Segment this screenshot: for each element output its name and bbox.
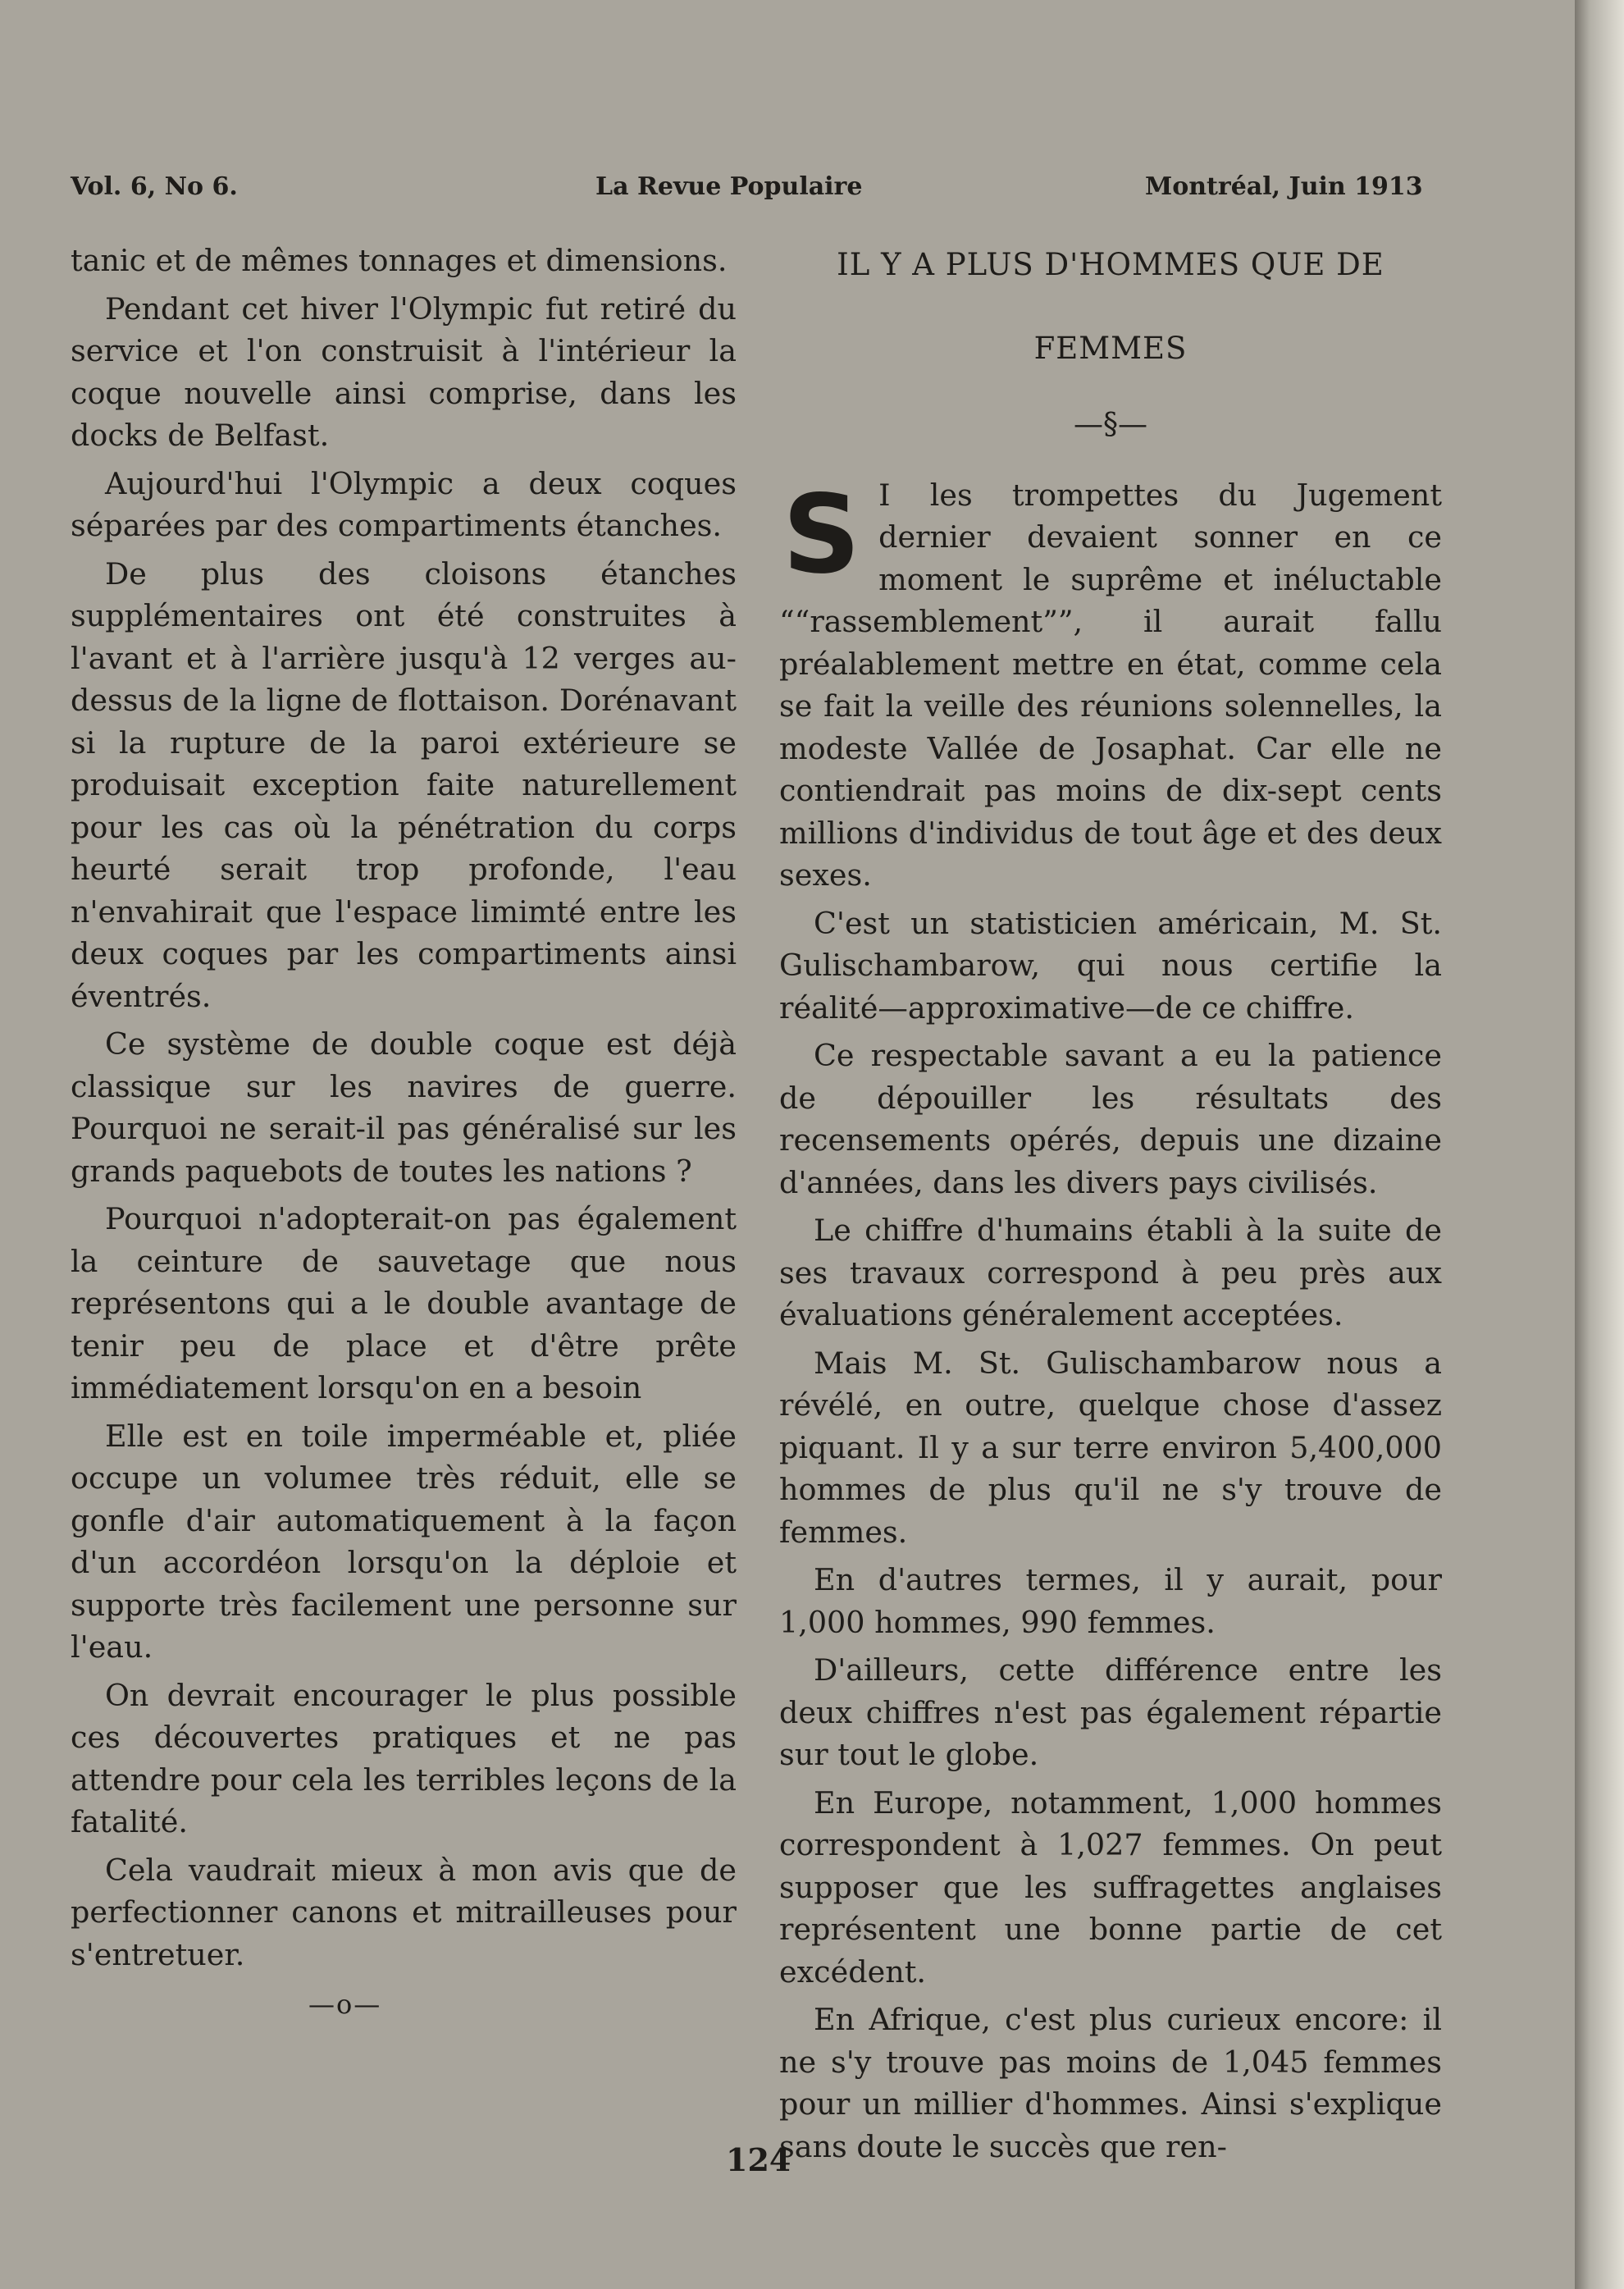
page-number: 124 — [726, 2141, 791, 2178]
paragraph: En Afrique, c'est plus curieux encore: il ne s'y trouve pas moins de 1,045 femmes pour un millier d'hommes. Ainsi s'explique sans doute le succès que ren- — [779, 2002, 1442, 2164]
page-edge — [1575, 0, 1624, 2289]
left-column — [71, 240, 737, 1981]
right-column — [779, 240, 1442, 2173]
paragraph: En d'autres termes, il y aurait, pour 1,000 hommes, 990 femmes. — [779, 1562, 1442, 1640]
drop-cap: S — [782, 471, 861, 598]
article-title-line-2: FEMMES — [1033, 331, 1188, 366]
paragraph: De plus des cloisons étanches supplémentaires ont été construites à l'avant et à l'arrière jusqu'à 12 verges au-dessus de la ligne de flottaison. Dorénavant si la rupture de la paroi extérieure se produisait exception faite naturellement pour les cas où la pénétration du corps heurté serait trop profonde, l'eau n'envahirait que l'espace limimté entre les deux coques par les compartiments ainsi éventrés. — [71, 555, 737, 1014]
paragraph: Ce respectable savant a eu la patience de dépouiller les résultats des recensements opérés, depuis une dizaine d'années, dans les divers pays civilisés. — [779, 1038, 1442, 1200]
paragraph: D'ailleurs, cette différence entre les deux chiffres n'est pas également répartie sur tout le globe. — [779, 1652, 1442, 1772]
article-title-line-1: IL Y A PLUS D'HOMMES QUE DE — [837, 247, 1385, 282]
paragraph: Elle est en toile imperméable et, pliée occupe un volumee très réduit, elle se gonfle d'air automatiquement à la façon d'un accordéon lorsqu'on la déploie et supporte très facilement une personne sur l'eau. — [71, 1418, 737, 1665]
paragraph: Cela vaudrait mieux à mon avis que de perfectionner canons et mitrailleuses pour s'entretuer. — [71, 1852, 737, 1972]
volume-number: Vol. 6, No 6. — [71, 172, 238, 201]
paragraph: Aujourd'hui l'Olympic a deux coques séparées par des compartiments étanches. — [71, 465, 737, 543]
paragraph: En Europe, notamment, 1,000 hommes correspondent à 1,027 femmes. On peut supposer que les suffragettes anglaises représentent une bonne partie de cet excédent. — [779, 1784, 1442, 1990]
paragraph: Ce système de double coque est déjà classique sur les navires de guerre. Pourquoi ne serait-il pas généralisé sur les grands paquebots de toutes les nations ? — [71, 1026, 737, 1189]
place-date: Montréal, Juin 1913 — [1145, 172, 1423, 201]
lead-paragraph-text: I les trompettes du Jugement dernier devaient sonner en ce moment le suprême et inéluctable ““rassemblement””, il aurait fallu préalablement mettre en état, comme cela se fait la veille des réunions solennelles, la modeste Vallée de Josaphat. Car elle ne contiendrait pas moins de dix-sept cents millions d'individus de tout âge et des deux sexes. — [779, 477, 1442, 893]
journal-title: La Revue Populaire — [595, 172, 863, 201]
lead-paragraph — [779, 471, 1442, 897]
paragraph: tanic et de mêmes tonnages et dimensions. — [71, 243, 728, 278]
paragraph: Le chiffre d'humains établi à la suite de ses travaux correspond à peu près aux évaluations généralement acceptées. — [779, 1213, 1442, 1332]
title-separator: —§— — [1074, 408, 1147, 441]
paragraph: Pendant cet hiver l'Olympic fut retiré du service et l'on construisit à l'intérieur la coque nouvelle ainsi comprise, dans les docks de Belfast. — [71, 290, 737, 453]
section-end-mark: —o— — [308, 1989, 382, 2020]
paragraph: C'est un statisticien américain, M. St. Gulischambarow, qui nous certifie la réalité—approximative—de ce chiffre. — [779, 905, 1442, 1026]
paragraph: Pourquoi n'adopterait-on pas également la ceinture de sauvetage que nous représentons qui a le double avantage de tenir peu de place et d'être prête immédiatement lorsqu'on en a besoin — [71, 1201, 737, 1405]
paragraph: Mais M. St. Gulischambarow nous a révélé, en outre, quelque chose d'assez piquant. Il y a sur terre environ 5,400,000 hommes de plus qu'il ne s'y trouve de femmes. — [779, 1345, 1442, 1550]
paragraph: On devrait encourager le plus possible ces découvertes pratiques et ne pas attendre pour cela les terribles leçons de la fatalité. — [71, 1677, 737, 1839]
